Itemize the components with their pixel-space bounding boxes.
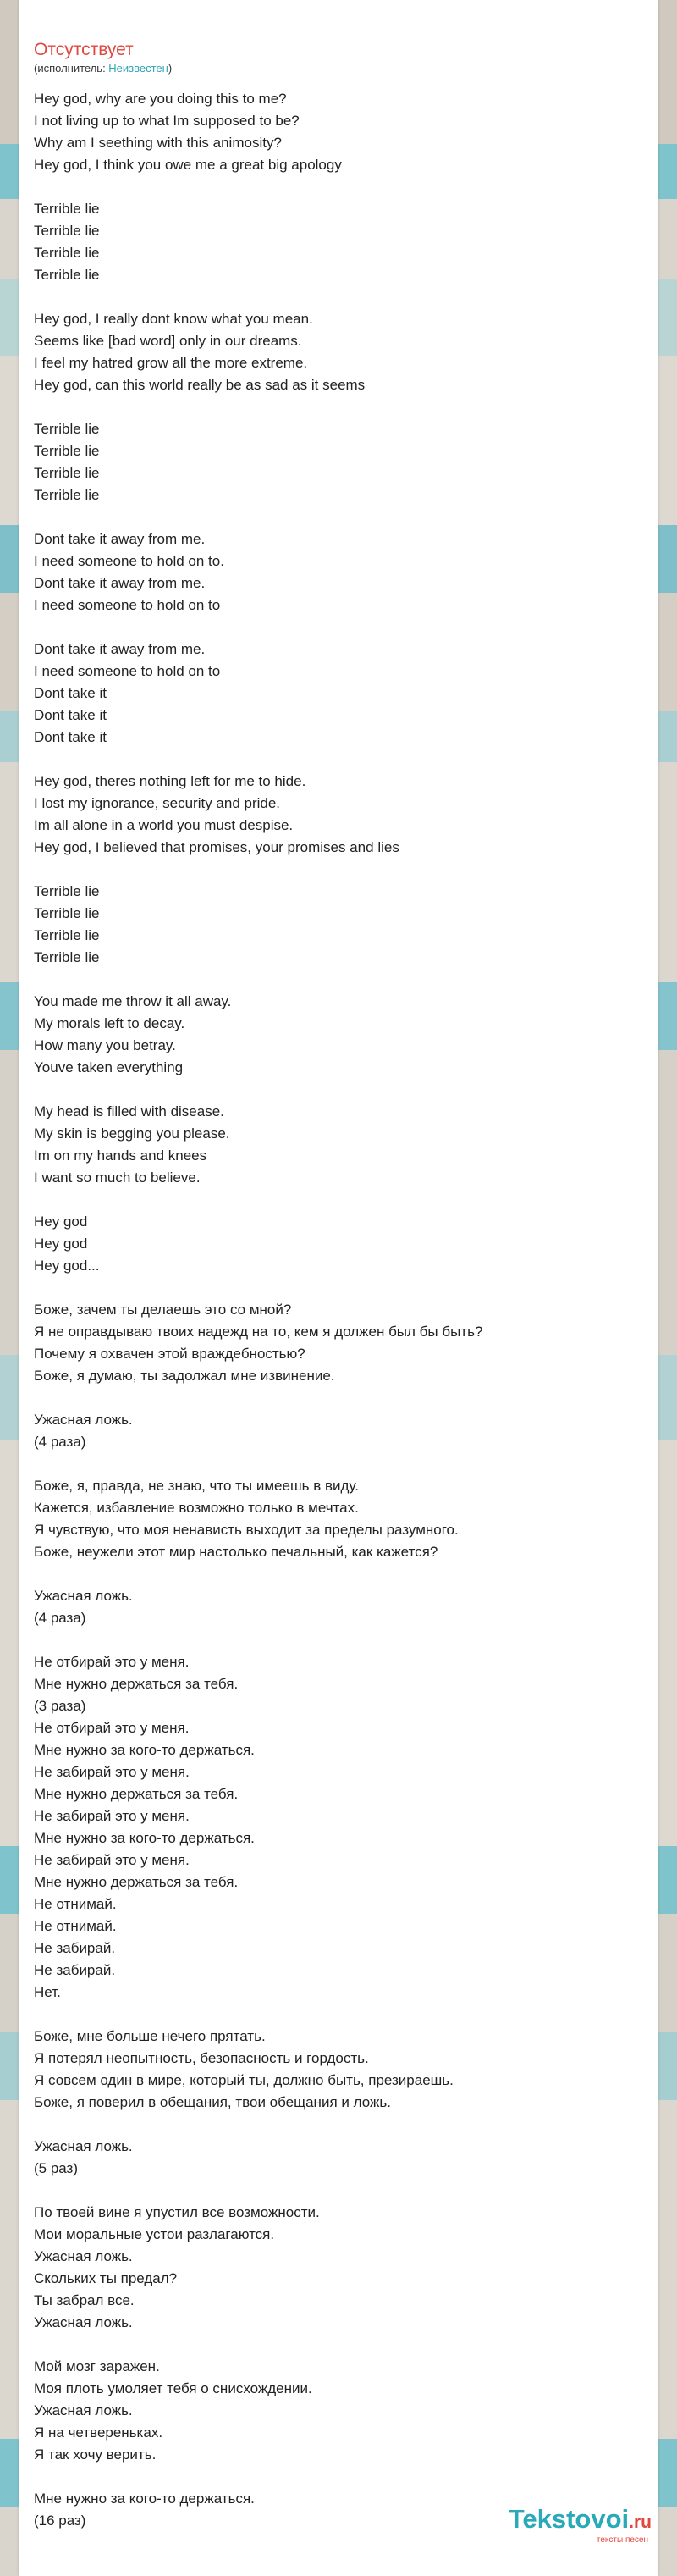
lyrics-line: I need someone to hold on to — [34, 597, 221, 613]
lyrics-line: Я чувствую, что моя ненависть выходит за пределы разумного. — [34, 1522, 459, 1538]
lyrics-line: Мне нужно держаться за тебя. — [34, 1874, 239, 1890]
lyrics-line: Я не оправдываю твоих надежд на то, кем я должен был бы быть? — [34, 1324, 483, 1340]
lyrics-line: (16 раз) — [34, 2512, 86, 2529]
lyrics-line: Ужасная ложь. — [34, 1588, 133, 1604]
lyrics-line: Ты забрал все. — [34, 2292, 135, 2308]
lyrics-line: Terrible lie — [34, 245, 100, 261]
lyrics-blank-line — [34, 506, 643, 528]
lyrics-line: Скольких ты предал? — [34, 2270, 178, 2286]
lyrics-line: Ужасная ложь. — [34, 2314, 133, 2330]
lyrics-blank-line — [34, 1453, 643, 1475]
lyrics-line: Terrible lie — [34, 443, 100, 459]
lyrics-line: Мне нужно за кого-то держаться. — [34, 1830, 255, 1846]
lyrics-blank-line — [34, 616, 643, 638]
performer-suffix: ) — [168, 62, 173, 75]
lyrics-line: Im all alone in a world you must despise. — [34, 817, 294, 833]
lyrics-blank-line — [34, 2180, 643, 2202]
site-logo[interactable] — [449, 2505, 652, 2547]
lyrics-line: (4 раза) — [34, 1610, 86, 1626]
lyrics-line: I feel my hatred grow all the more extreme. — [34, 355, 308, 371]
lyrics-line: Боже, неужели этот мир настолько печальный, как кажется? — [34, 1544, 438, 1560]
lyrics-line: Я на четвереньках. — [34, 2424, 163, 2441]
lyrics-line: I want so much to believe. — [34, 1169, 201, 1186]
lyrics-line: Ужасная ложь. — [34, 2248, 133, 2264]
lyrics-line: Terrible lie — [34, 487, 100, 503]
lyrics-line: How many you betray. — [34, 1037, 176, 1053]
lyrics-text — [34, 88, 643, 2532]
lyrics-line: Почему я охвачен этой враждебностью? — [34, 1346, 305, 1362]
lyrics-line: Нет. — [34, 1984, 61, 2000]
lyrics-line: My head is filled with disease. — [34, 1103, 224, 1119]
lyrics-line: Hey god, can this world really be as sad as it seems — [34, 377, 366, 393]
lyrics-line: Why am I seething with this animosity? — [34, 135, 282, 151]
lyrics-line: Мой мозг заражен. — [34, 2358, 160, 2374]
lyrics-line: Боже, я, правда, не знаю, что ты имеешь в виду. — [34, 1478, 359, 1494]
lyrics-line: Dont take it — [34, 707, 107, 723]
lyrics-line: Dont take it away from me. — [34, 575, 206, 591]
lyrics-line: My skin is begging you please. — [34, 1125, 230, 1142]
lyrics-line: I lost my ignorance, security and pride. — [34, 795, 281, 811]
lyrics-line: You made me throw it all away. — [34, 993, 232, 1009]
lyrics-line: Hey god — [34, 1235, 88, 1252]
lyrics-line: Ужасная ложь. — [34, 2138, 133, 2154]
lyrics-blank-line — [34, 396, 643, 418]
lyrics-line: Terrible lie — [34, 201, 100, 217]
performer-line — [34, 62, 172, 75]
lyrics-line: Не забирай. — [34, 1940, 116, 1956]
logo-brand — [449, 2505, 652, 2537]
lyrics-line: Не забирай это у меня. — [34, 1764, 190, 1780]
logo-tagline: тексты песен — [596, 2535, 648, 2545]
lyrics-blank-line — [34, 2004, 643, 2026]
lyrics-line: Terrible lie — [34, 883, 100, 899]
lyrics-line: Кажется, избавление возможно только в мечтах. — [34, 1500, 359, 1516]
lyrics-line: (5 раз) — [34, 2160, 79, 2176]
lyrics-blank-line — [34, 1079, 643, 1101]
lyrics-line: Я потерял неопытность, безопасность и гордость. — [34, 2050, 369, 2066]
lyrics-line: Не отнимай. — [34, 1896, 117, 1912]
lyrics-line: Не отнимай. — [34, 1918, 117, 1934]
lyrics-blank-line — [34, 286, 643, 308]
lyrics-blank-line — [34, 859, 643, 881]
lyrics-line: Мне нужно держаться за тебя. — [34, 1786, 239, 1802]
lyrics-line: Не отбирай это у меня. — [34, 1654, 190, 1670]
lyrics-line: Боже, зачем ты делаешь это со мной? — [34, 1302, 292, 1318]
lyrics-line: Youve taken everything — [34, 1059, 184, 1075]
lyrics-line: Im on my hands and knees — [34, 1147, 207, 1164]
lyrics-line: Dont take it — [34, 729, 107, 745]
lyrics-line: Боже, я поверил в обещания, твои обещания и ложь. — [34, 2094, 391, 2110]
lyrics-blank-line — [34, 2114, 643, 2136]
lyrics-line: Terrible lie — [34, 267, 100, 283]
lyrics-line: Seems like [bad word] only in our dreams. — [34, 333, 302, 349]
lyrics-blank-line — [34, 1563, 643, 1585]
lyrics-line: Мне нужно за кого-то держаться. — [34, 1742, 255, 1758]
lyrics-line: I need someone to hold on to. — [34, 553, 224, 569]
lyrics-line: Dont take it — [34, 685, 107, 701]
lyrics-line: По твоей вине я упустил все возможности. — [34, 2204, 320, 2220]
lyrics-line: Hey god — [34, 1213, 88, 1230]
lyrics-line: Не забирай это у меня. — [34, 1808, 190, 1824]
lyrics-line: Terrible lie — [34, 949, 100, 965]
logo-tld: .ru — [629, 2512, 652, 2532]
lyrics-line: Я совсем один в мире, который ты, должно быть, презираешь. — [34, 2072, 454, 2088]
lyrics-line: Мне нужно за кого-то держаться. — [34, 2490, 255, 2507]
logo-brand-name: Tekstovoi — [508, 2504, 630, 2534]
lyrics-line: Не забирай это у меня. — [34, 1852, 190, 1868]
lyrics-line: Моя плоть умоляет тебя о снисхождении. — [34, 2380, 312, 2396]
lyrics-line: Hey god, I think you owe me a great big apology — [34, 157, 342, 173]
lyrics-line: Мои моральные устои разлагаются. — [34, 2226, 275, 2242]
lyrics-line: Terrible lie — [34, 927, 100, 943]
lyrics-line: Hey god, I believed that promises, your promises and lies — [34, 839, 399, 855]
lyrics-blank-line — [34, 969, 643, 991]
lyrics-line: Боже, я думаю, ты задолжал мне извинение. — [34, 1368, 335, 1384]
lyrics-line: Боже, мне больше нечего прятать. — [34, 2028, 266, 2044]
lyrics-blank-line — [34, 749, 643, 771]
lyrics-blank-line — [34, 2334, 643, 2356]
artist-link[interactable]: Неизвестен — [108, 62, 168, 75]
lyrics-line: Dont take it away from me. — [34, 641, 206, 657]
lyrics-blank-line — [34, 2466, 643, 2488]
lyrics-line: Я так хочу верить. — [34, 2446, 157, 2463]
performer-prefix: (исполнитель: — [34, 62, 109, 75]
lyrics-line: Hey god, theres nothing left for me to hide. — [34, 773, 306, 789]
lyrics-line: Dont take it away from me. — [34, 531, 206, 547]
lyrics-line: I not living up to what Im supposed to be? — [34, 113, 300, 129]
lyrics-line: Terrible lie — [34, 223, 100, 239]
lyrics-line: (3 раза) — [34, 1698, 86, 1714]
lyrics-blank-line — [34, 1277, 643, 1299]
lyrics-line: Hey god, I really dont know what you mean. — [34, 311, 313, 327]
lyrics-line: My morals left to decay. — [34, 1015, 185, 1031]
lyrics-line: (4 раза) — [34, 1434, 86, 1450]
lyrics-line: Hey god, why are you doing this to me? — [34, 91, 287, 107]
lyrics-line: Ужасная ложь. — [34, 2402, 133, 2418]
lyrics-line: Ужасная ложь. — [34, 1412, 133, 1428]
song-title: Отсутствует — [34, 40, 134, 59]
lyrics-line: Не отбирай это у меня. — [34, 1720, 190, 1736]
lyrics-blank-line — [34, 1189, 643, 1211]
lyrics-line: Terrible lie — [34, 421, 100, 437]
lyrics-blank-line — [34, 1629, 643, 1651]
lyrics-blank-line — [34, 176, 643, 198]
lyrics-line: Terrible lie — [34, 465, 100, 481]
lyrics-line: Hey god... — [34, 1258, 100, 1274]
lyrics-blank-line — [34, 1387, 643, 1409]
lyrics-line: Мне нужно держаться за тебя. — [34, 1676, 239, 1692]
lyrics-line: I need someone to hold on to — [34, 663, 221, 679]
lyrics-line: Terrible lie — [34, 905, 100, 921]
lyrics-line: Не забирай. — [34, 1962, 116, 1978]
